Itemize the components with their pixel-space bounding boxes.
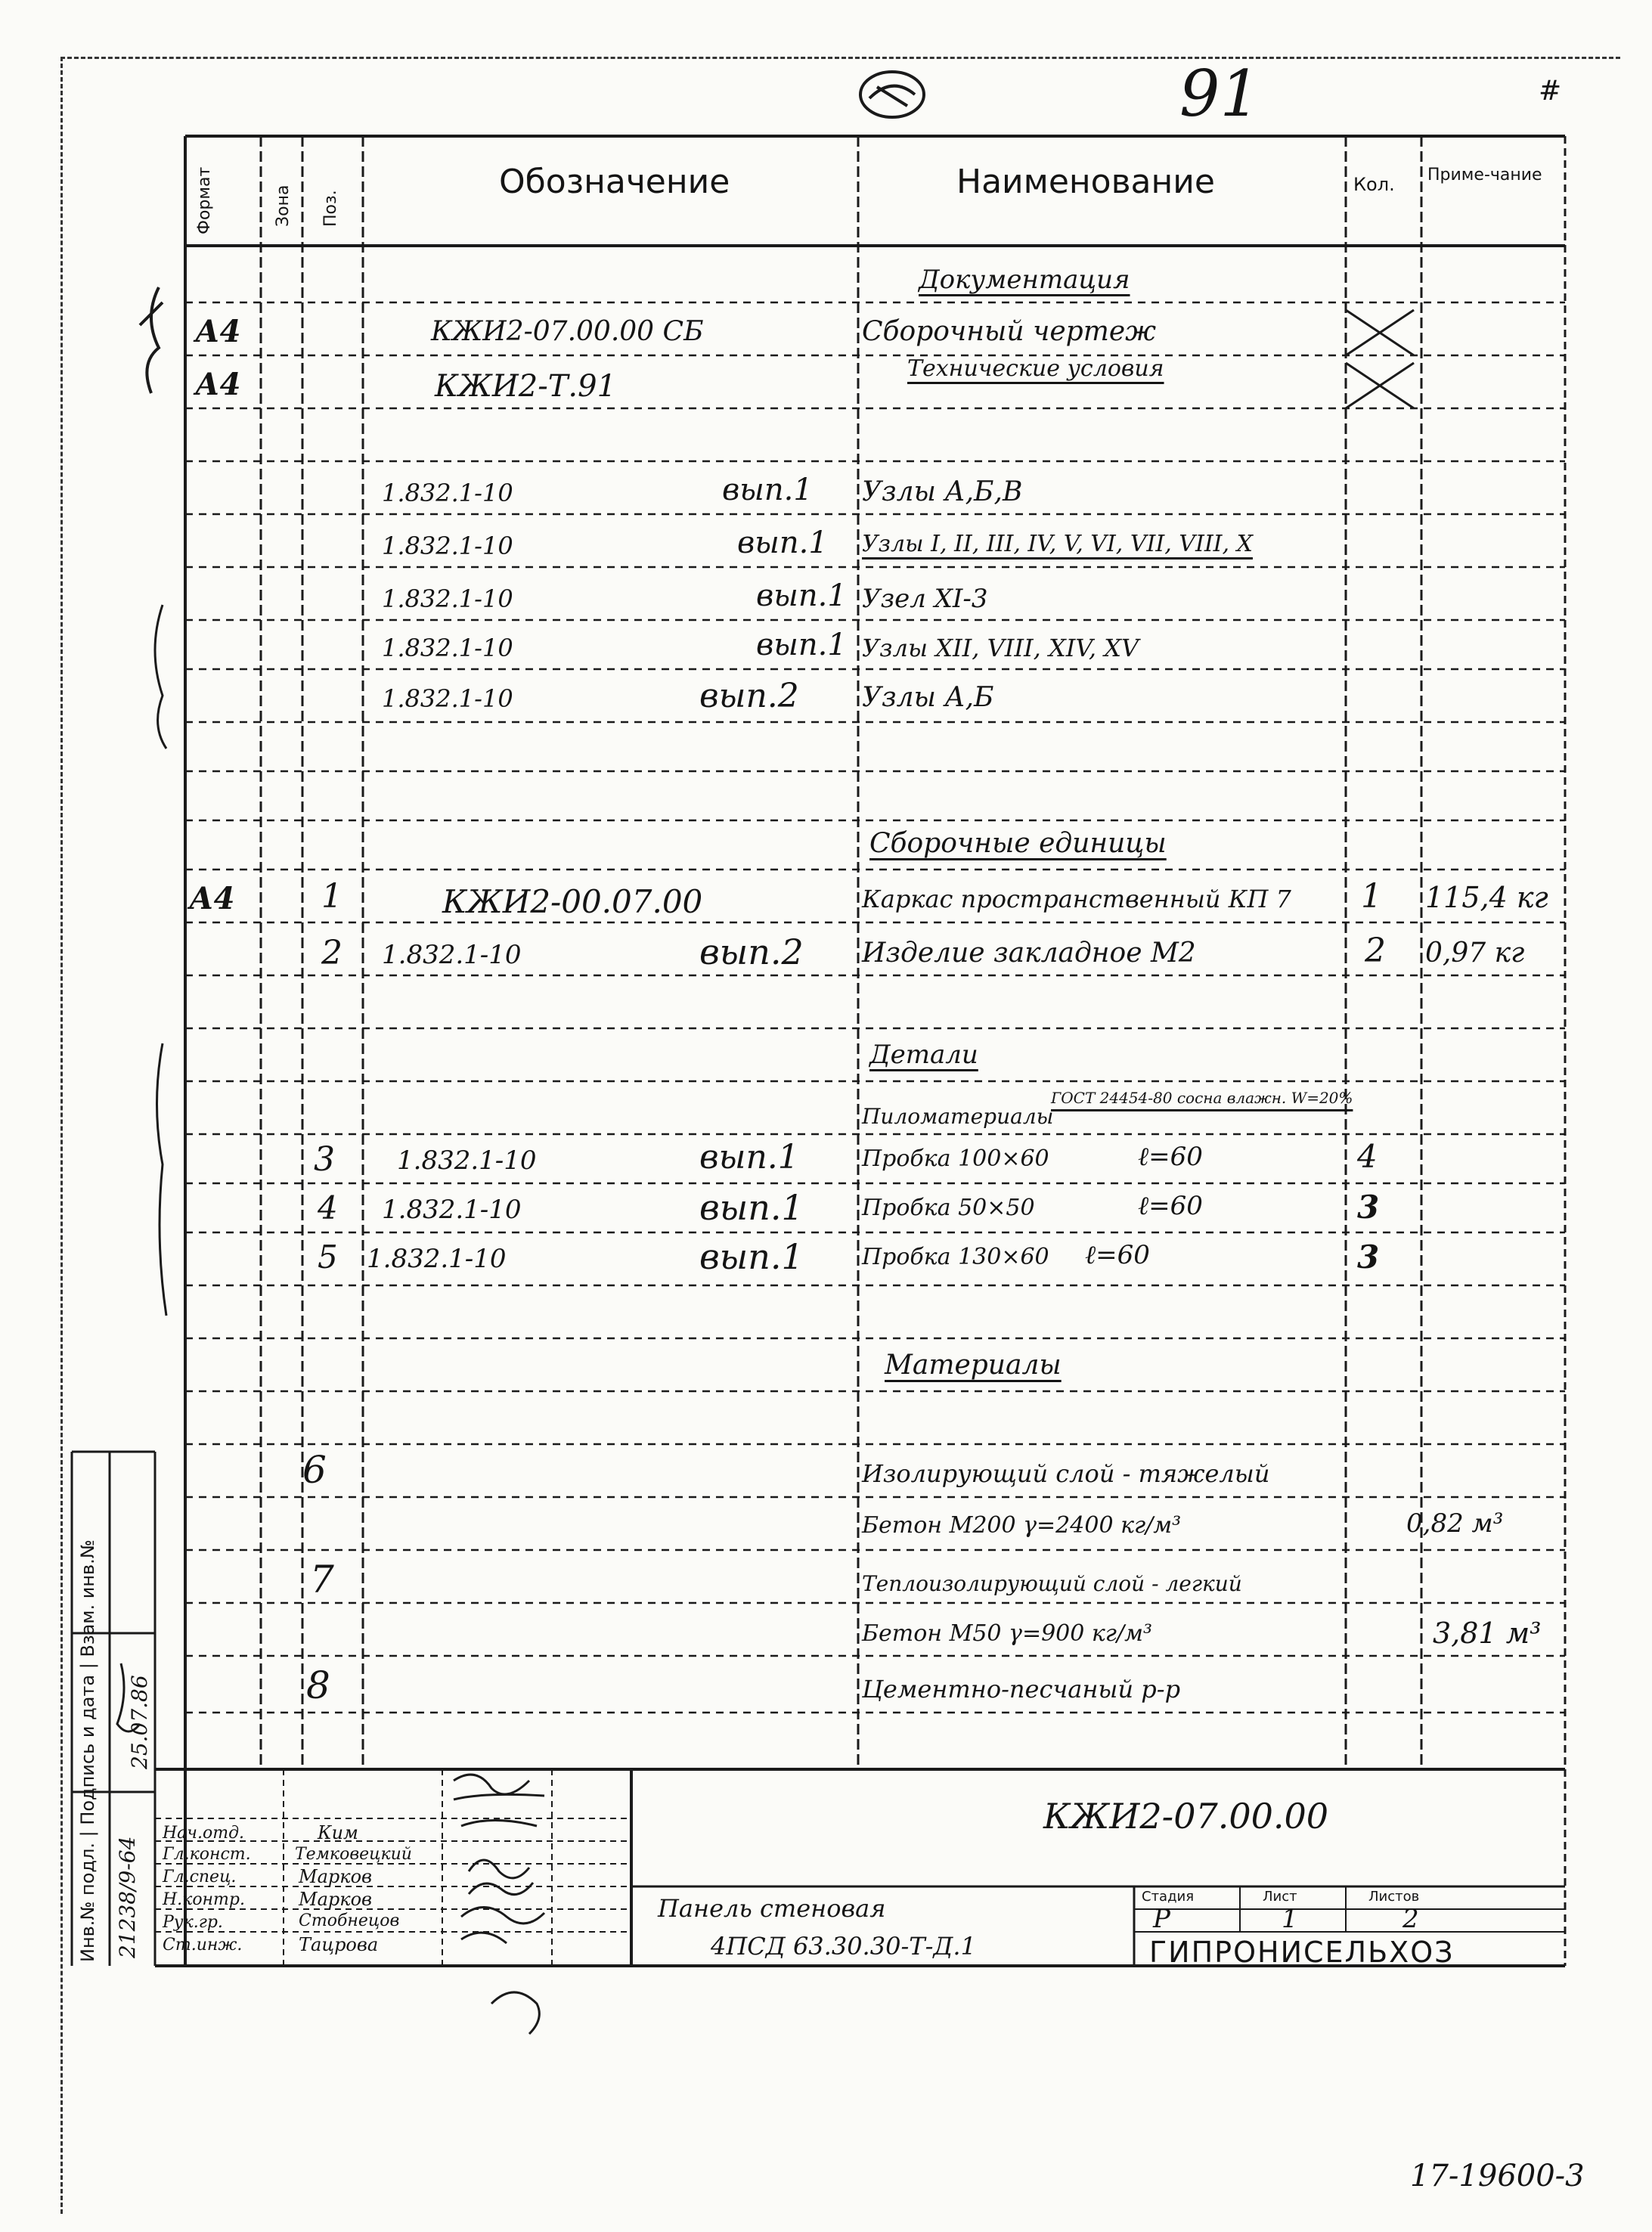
row-name: Пробка 100×60 — [862, 1145, 1049, 1172]
organization: ГИПРОНИСЕЛЬХОЗ — [1149, 1936, 1455, 1969]
row-name: Технические условия — [907, 355, 1164, 382]
header-format: Формат — [195, 166, 214, 234]
row-designation: 1.832.1-10 — [382, 634, 513, 662]
staff-name: Темковецкий — [295, 1845, 412, 1864]
row-pos: 6 — [302, 1448, 327, 1492]
row-issue: вып.1 — [737, 525, 828, 560]
footer-number: 17-19600-3 — [1410, 2159, 1585, 2193]
sheet-label: Лист — [1263, 1889, 1297, 1905]
row-note: 0,82 м³ — [1406, 1508, 1504, 1539]
row-designation: КЖИ2-07.00.00 СБ — [431, 316, 704, 347]
row-issue: вып.1 — [699, 1187, 804, 1228]
row-designation: 1.832.1-10 — [367, 1244, 507, 1274]
header-note: Приме-чание — [1427, 166, 1542, 184]
row-name: Узел XI-3 — [862, 584, 988, 614]
row-name: Бетон М50 γ=900 кг/м³ — [862, 1620, 1152, 1647]
row-name: Узлы I, II, III, IV, V, VI, VII, VIII, X — [862, 531, 1253, 557]
row-name: Пиломатериалы — [862, 1104, 1054, 1129]
row-qty: 3 — [1357, 1238, 1380, 1276]
section-details: Детали — [869, 1040, 978, 1070]
row-qty: 2 — [1365, 932, 1386, 970]
row-pos: 5 — [318, 1238, 338, 1276]
row-note: 3,81 м³ — [1433, 1617, 1542, 1650]
row-format: А4 — [195, 314, 241, 349]
row-name: Узлы А,Б,В — [862, 476, 1023, 507]
row-issue: вып.1 — [699, 1236, 804, 1277]
row-designation: 1.832.1-10 — [382, 479, 513, 507]
row-name: Цементно-песчаный р-р — [862, 1675, 1181, 1703]
row-designation: 1.832.1-10 — [382, 940, 522, 970]
row-qty: 1 — [1361, 877, 1382, 916]
row-issue: вып.1 — [756, 578, 847, 613]
sheet-value: 1 — [1282, 1904, 1298, 1934]
staff-name: Марков — [299, 1889, 372, 1910]
row-name: Пробка 50×50 — [862, 1195, 1035, 1221]
row-note: 0,97 кг — [1425, 938, 1525, 969]
row-pos: 4 — [318, 1189, 338, 1226]
row-sub: ГОСТ 24454-80 сосна влажн. W=20% — [1051, 1089, 1353, 1107]
staff-role: Ст.инж. — [163, 1936, 243, 1955]
staff-name: Тацрова — [299, 1934, 379, 1955]
row-name: Изолирующий слой - тяжелый — [862, 1459, 1270, 1488]
staff-role: Рук.гр. — [163, 1913, 223, 1932]
header-designation: Обозначение — [499, 163, 730, 201]
row-pos: 2 — [321, 934, 342, 972]
row-designation: 1.832.1-10 — [382, 584, 513, 613]
row-dim: ℓ=60 — [1085, 1240, 1150, 1270]
staff-role: Нач.отд. — [163, 1824, 245, 1843]
row-designation: КЖИ2-Т.91 — [435, 369, 617, 404]
row-name: Узлы А,Б — [862, 682, 994, 713]
row-pos: 3 — [314, 1140, 335, 1179]
row-qty: 4 — [1357, 1138, 1378, 1175]
section-assembly-units: Сборочные единицы — [869, 828, 1167, 859]
header-qty: Кол. — [1353, 174, 1395, 195]
staff-name: Ким — [318, 1822, 358, 1843]
staff-name: Стобнецов — [299, 1911, 400, 1930]
row-issue: вып.2 — [699, 677, 799, 715]
row-pos: 1 — [321, 877, 342, 916]
row-pos: 8 — [306, 1663, 330, 1707]
row-designation: КЖИ2-00.07.00 — [442, 883, 703, 920]
row-issue: вып.2 — [699, 932, 804, 972]
header-name: Наименование — [956, 163, 1215, 201]
row-name: Узлы XII, VIII, XIV, XV — [862, 634, 1139, 662]
row-designation: 1.832.1-10 — [382, 1195, 522, 1225]
section-documentation: Документация — [919, 265, 1130, 295]
stage-label: Стадия — [1142, 1889, 1195, 1905]
stage-value: Р — [1153, 1904, 1170, 1934]
row-issue: вып.1 — [699, 1138, 799, 1176]
row-format: А4 — [189, 881, 235, 916]
header-pos: Поз. — [321, 190, 340, 227]
staff-role: Н.контр. — [163, 1890, 245, 1909]
row-designation: 1.832.1-10 — [382, 532, 513, 560]
drawing-title-line2: 4ПСД 63.30.30-Т-Д.1 — [711, 1932, 976, 1961]
page-number: 91 — [1179, 57, 1260, 131]
inventory-number: 21238/9-64 — [115, 1836, 140, 1958]
sheets-label: Листов — [1368, 1889, 1420, 1905]
row-pos: 7 — [310, 1558, 334, 1601]
row-designation: 1.832.1-10 — [382, 684, 513, 713]
row-name: Каркас пространственный КП 7 — [862, 885, 1291, 913]
row-note: 115,4 кг — [1425, 881, 1548, 914]
row-name: Теплоизолирующий слой - легкий — [862, 1571, 1242, 1596]
row-dim: ℓ=60 — [1138, 1142, 1203, 1172]
header-zone: Зона — [274, 184, 293, 227]
row-name: Пробка 130×60 — [862, 1244, 1049, 1270]
signature-date: 25.07.86 — [127, 1675, 152, 1769]
sheets-value: 2 — [1402, 1904, 1419, 1934]
row-name: Сборочный чертеж — [862, 316, 1157, 347]
row-name: Бетон М200 γ=2400 кг/м³ — [862, 1512, 1182, 1539]
corner-mark: # — [1539, 76, 1562, 107]
staff-role: Гл.спец. — [163, 1868, 237, 1886]
row-designation: 1.832.1-10 — [397, 1145, 537, 1176]
row-issue: вып.1 — [722, 473, 813, 507]
staff-role: Гл.конст. — [163, 1845, 251, 1864]
row-format: А4 — [195, 367, 241, 402]
drawing-code: КЖИ2-07.00.00 — [1043, 1796, 1329, 1837]
drawing-title-line1: Панель стеновая — [658, 1894, 886, 1923]
margin-stamp-labels: Инв.№ подл. | Подпись и дата | Взам. инв.№ — [77, 1539, 98, 1962]
row-dim: ℓ=60 — [1138, 1191, 1203, 1221]
section-materials: Материалы — [885, 1350, 1062, 1381]
row-name: Изделие закладное М2 — [862, 938, 1196, 969]
staff-name: Марков — [299, 1866, 372, 1887]
row-issue: вып.1 — [756, 628, 847, 662]
row-qty: 3 — [1357, 1189, 1380, 1226]
